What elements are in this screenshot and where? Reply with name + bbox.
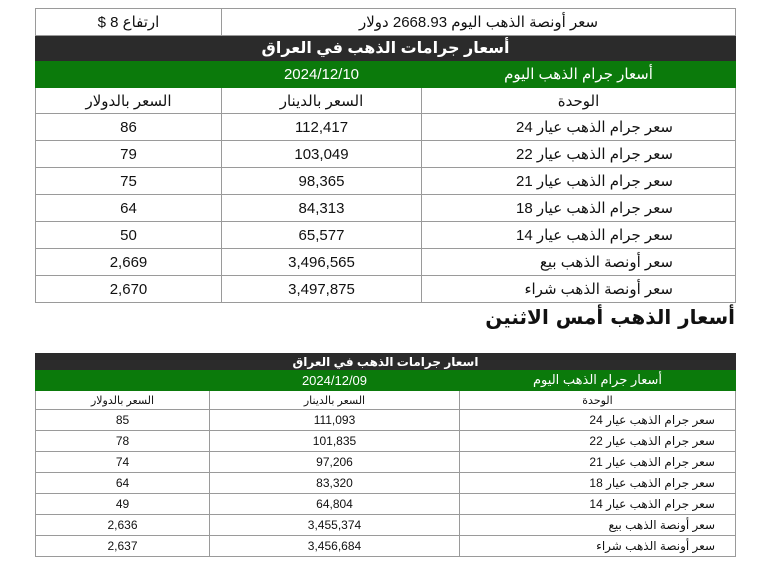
row-dinar: 3,496,565 bbox=[222, 249, 422, 276]
row-dinar: 97,206 bbox=[210, 452, 460, 473]
col-unit-header: الوحدة bbox=[460, 391, 736, 410]
row-dinar: 101,835 bbox=[210, 431, 460, 452]
row-label: سعر جرام الذهب عيار 18 bbox=[422, 195, 736, 222]
row-dollar: 79 bbox=[36, 141, 222, 168]
row-dinar: 3,456,684 bbox=[210, 536, 460, 557]
header-label: أسعار جرام الذهب اليوم bbox=[422, 61, 736, 88]
row-dinar: 83,320 bbox=[210, 473, 460, 494]
table-title: أسعار جرامات الذهب في العراق bbox=[36, 36, 736, 61]
header-empty bbox=[36, 61, 222, 88]
table-row bbox=[36, 515, 736, 536]
row-dinar: 112,417 bbox=[222, 114, 422, 141]
col-dollar-header: السعر بالدولار bbox=[36, 391, 210, 410]
table-row bbox=[36, 222, 736, 249]
row-dinar: 111,093 bbox=[210, 410, 460, 431]
row-label: سعر أونصة الذهب بيع bbox=[460, 515, 736, 536]
row-label: سعر جرام الذهب عيار 24 bbox=[460, 410, 736, 431]
row-label: سعر أونصة الذهب شراء bbox=[460, 536, 736, 557]
row-dollar: 49 bbox=[36, 494, 210, 515]
table-row bbox=[36, 431, 736, 452]
col-dollar-header: السعر بالدولار bbox=[36, 88, 222, 114]
row-dollar: 2,670 bbox=[36, 276, 222, 303]
header-label: أسعار جرام الذهب اليوم bbox=[460, 370, 736, 391]
row-dollar: 85 bbox=[36, 410, 210, 431]
row-label: سعر جرام الذهب عيار 21 bbox=[422, 168, 736, 195]
row-label: سعر جرام الذهب عيار 22 bbox=[422, 141, 736, 168]
row-dollar: 50 bbox=[36, 222, 222, 249]
row-dinar: 3,497,875 bbox=[222, 276, 422, 303]
ounce-row bbox=[36, 9, 736, 36]
row-dinar: 65,577 bbox=[222, 222, 422, 249]
col-dinar-header: السعر بالدينار bbox=[210, 391, 460, 410]
row-dinar: 64,804 bbox=[210, 494, 460, 515]
row-label: سعر أونصة الذهب شراء bbox=[422, 276, 736, 303]
gold-prices-yesterday-table bbox=[35, 353, 736, 557]
table-row bbox=[36, 195, 736, 222]
row-dollar: 2,636 bbox=[36, 515, 210, 536]
table-row bbox=[36, 168, 736, 195]
header-empty bbox=[36, 370, 210, 391]
row-label: سعر جرام الذهب عيار 22 bbox=[460, 431, 736, 452]
table-row bbox=[36, 276, 736, 303]
row-dinar: 84,313 bbox=[222, 195, 422, 222]
row-dollar: 64 bbox=[36, 473, 210, 494]
row-dollar: 74 bbox=[36, 452, 210, 473]
row-dinar: 3,455,374 bbox=[210, 515, 460, 536]
table-row bbox=[36, 536, 736, 557]
yesterday-heading: أسعار الذهب أمس الاثنين bbox=[485, 305, 735, 329]
row-dollar: 78 bbox=[36, 431, 210, 452]
row-label: سعر جرام الذهب عيار 14 bbox=[422, 222, 736, 249]
table-row bbox=[36, 249, 736, 276]
header-date: 2024/12/09 bbox=[210, 370, 460, 391]
row-label: سعر أونصة الذهب بيع bbox=[422, 249, 736, 276]
table-title: اسعار جرامات الذهب في العراق bbox=[36, 354, 736, 370]
row-dollar: 2,637 bbox=[36, 536, 210, 557]
table-row bbox=[36, 410, 736, 431]
row-label: سعر جرام الذهب عيار 24 bbox=[422, 114, 736, 141]
row-dollar: 64 bbox=[36, 195, 222, 222]
row-label: سعر جرام الذهب عيار 18 bbox=[460, 473, 736, 494]
table-row bbox=[36, 141, 736, 168]
header-date: 2024/12/10 bbox=[222, 61, 422, 88]
table-row bbox=[36, 452, 736, 473]
row-dinar: 98,365 bbox=[222, 168, 422, 195]
row-label: سعر جرام الذهب عيار 21 bbox=[460, 452, 736, 473]
ounce-price-text: سعر أونصة الذهب اليوم 2668.93 دولار bbox=[222, 9, 736, 36]
table-row bbox=[36, 494, 736, 515]
row-label: سعر جرام الذهب عيار 14 bbox=[460, 494, 736, 515]
table-row bbox=[36, 473, 736, 494]
row-dollar: 2,669 bbox=[36, 249, 222, 276]
col-unit-header: الوحدة bbox=[422, 88, 736, 114]
price-rise-text: ارتفاع 8 $ bbox=[36, 9, 222, 36]
row-dollar: 86 bbox=[36, 114, 222, 141]
row-dinar: 103,049 bbox=[222, 141, 422, 168]
gold-prices-today-table bbox=[35, 8, 736, 303]
col-dinar-header: السعر بالدينار bbox=[222, 88, 422, 114]
table-row bbox=[36, 114, 736, 141]
row-dollar: 75 bbox=[36, 168, 222, 195]
